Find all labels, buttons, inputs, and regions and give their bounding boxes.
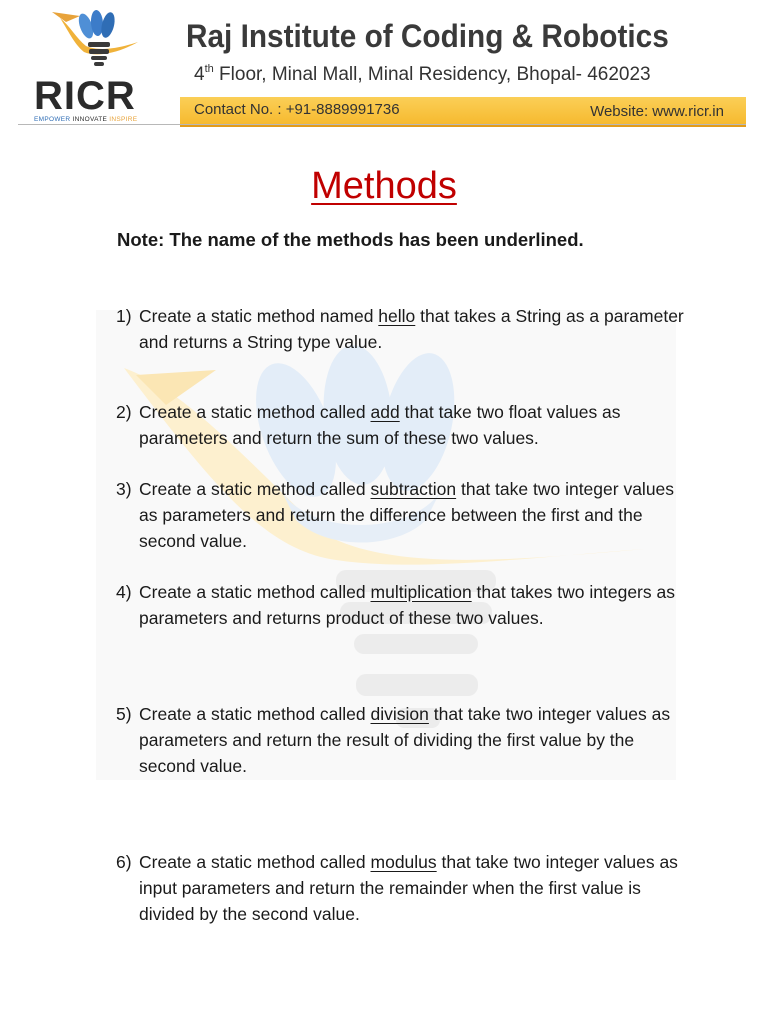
tagline-innovate: INNOVATE [72, 116, 108, 123]
bulb-logo-icon [50, 8, 140, 72]
question-text [139, 849, 686, 927]
address-floor: 4 [194, 64, 205, 85]
method-name: multiplication [370, 582, 472, 602]
method-name: division [370, 704, 429, 724]
header-divider [18, 124, 746, 125]
question-text-after: that take two float values as parameters and return the sum of these two values. [139, 402, 621, 448]
question-number: 3) [116, 479, 132, 499]
question-item [116, 476, 686, 554]
institute-name: Raj Institute of Coding & Robotics [186, 18, 669, 54]
website-link[interactable]: Website: www.ricr.in [590, 103, 724, 120]
contact-number: Contact No. : +91-8889991736 [194, 101, 400, 118]
question-text-before: Create a static method called [139, 704, 371, 724]
question-text-before: Create a static method called [139, 852, 371, 872]
question-item [116, 303, 686, 355]
method-name: modulus [370, 852, 437, 872]
method-name: hello [378, 306, 416, 326]
question-text-before: Create a static method called [139, 582, 371, 602]
logo-tagline [34, 116, 137, 124]
tagline-inspire: INSPIRE [109, 116, 138, 123]
method-name: subtraction [370, 479, 457, 499]
question-text-after: that takes two integers as parameters and returns product of these two values. [139, 582, 675, 628]
question-text-after: that take two integer values as parameters and return the difference between the first and the second value. [139, 479, 675, 551]
question-number: 2) [116, 402, 132, 422]
page-title [0, 162, 768, 210]
question-number: 4) [116, 582, 132, 602]
address-rest: Floor, Minal Mall, Minal Residency, Bhopal- 462023 [213, 64, 651, 85]
question-text [139, 303, 686, 355]
question-text-before: Create a static method named [139, 306, 379, 326]
question-number: 1) [116, 306, 132, 326]
question-text-after: that take two integer values as parameters and return the result of dividing the first value by the second value. [139, 704, 671, 776]
tagline-empower: EMPOWER [34, 116, 71, 123]
question-item [116, 701, 686, 779]
question-text [139, 579, 686, 631]
ricr-logo [22, 8, 162, 122]
question-text [139, 701, 686, 779]
question-item [116, 399, 686, 451]
question-number: 5) [116, 704, 132, 724]
method-name: add [370, 402, 400, 422]
logo-wordmark: RICR [34, 74, 136, 118]
question-item [116, 849, 686, 927]
question-text [139, 476, 686, 554]
question-number: 6) [116, 852, 132, 872]
address-floor-suffix: th [204, 63, 214, 75]
contact-bar [180, 97, 746, 127]
note-text: Note: The name of the methods has been underlined. [117, 229, 584, 250]
question-text-after: that take two integer values as input parameters and return the remainder when the first value is divided by the second value. [139, 852, 678, 924]
question-text [139, 399, 686, 451]
institute-address [194, 62, 651, 88]
page-title-text: Methods [311, 165, 457, 207]
question-text-before: Create a static method called [139, 402, 371, 422]
question-text-after: that takes a String as a parameter and returns a String type value. [139, 306, 684, 352]
question-text-before: Create a static method called [139, 479, 371, 499]
question-item [116, 579, 686, 631]
